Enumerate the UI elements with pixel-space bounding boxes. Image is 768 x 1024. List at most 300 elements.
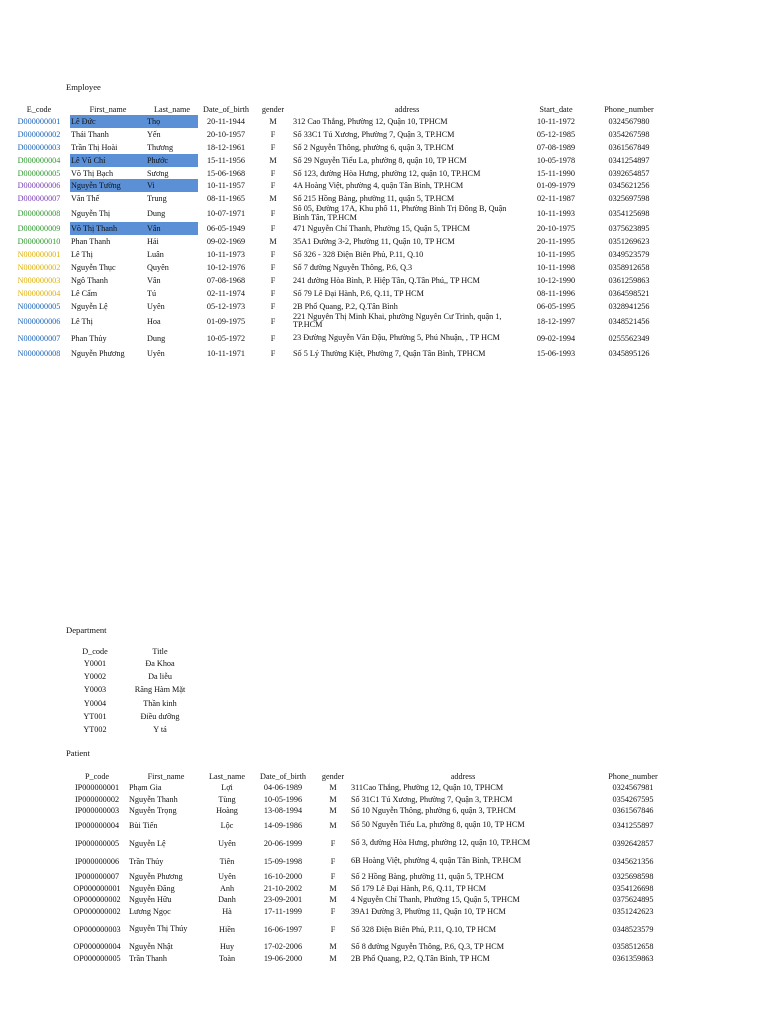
employee-last-cell: Tú: [147, 288, 157, 298]
employee-last-cell: Yến: [147, 129, 161, 139]
employee-dob-cell: 08-11-1965: [207, 194, 245, 204]
employee-code-cell: D000000004: [17, 155, 61, 165]
employee-code-cell: D000000003: [17, 142, 61, 152]
column-header: gender: [321, 771, 345, 781]
employee-row: [8, 205, 668, 222]
employee-start-cell: 10-11-1995: [537, 250, 575, 260]
patient-address-cell: Số 50 Nguyễn Tiểu La, phường 8, quận 10, TP HCM: [351, 820, 525, 830]
employee-row: [8, 248, 668, 261]
patient-dob-cell: 04-06-1989: [263, 783, 303, 793]
patient-gender-cell: M: [329, 806, 337, 816]
patient-last-cell: Danh: [218, 895, 236, 905]
employee-start-cell: 05-12-1985: [536, 129, 576, 139]
employee-code-cell: N000000005: [17, 301, 61, 311]
patient-dob-cell: 17-02-2006: [263, 942, 303, 952]
patient-address-cell: 39A1 Đường 3, Phường 11, Quận 10, TP HCM: [351, 906, 506, 916]
patient-code-cell: OP000000002: [73, 895, 121, 905]
patient-first-cell: Trần Thủy: [129, 857, 164, 867]
patient-dob-cell: 13-08-1994: [263, 806, 303, 816]
employee-gender-cell: F: [270, 224, 276, 234]
employee-last-cell: Sương: [147, 168, 169, 178]
employee-first-cell: Trần Thị Hoài: [71, 142, 118, 152]
employee-code-cell: N000000003: [17, 275, 61, 285]
patient-address-cell: Số 179 Lê Đại Hành, P.6, Q.11, TP HCM: [351, 883, 487, 893]
patient-table: [66, 770, 690, 964]
department-code-cell: Y0002: [83, 672, 107, 682]
department-row: [70, 710, 200, 723]
department-title-cell: Điều dưỡng: [140, 711, 180, 721]
patient-phone-cell: 0392642857: [612, 839, 654, 849]
patient-phone-cell: 0351242623: [612, 906, 654, 916]
column-header: Date_of_birth: [203, 104, 249, 114]
patient-row: [66, 894, 690, 906]
employee-gender-cell: F: [270, 301, 276, 311]
patient-last-cell: Tiên: [219, 857, 235, 867]
employee-address-cell: 241 đường Hòa Bình, P. Hiệp Tân, Q.Tân Phú,, TP HCM: [293, 275, 480, 285]
employee-address-cell: 471 Nguyễn Chí Thanh, Phường 15, Quận 5, TPHCM: [293, 224, 470, 234]
department-row: [70, 683, 200, 696]
employee-code-cell: D000000002: [17, 129, 61, 139]
department-row: [70, 723, 200, 736]
patient-row: [66, 817, 690, 835]
column-header: Phone_number: [604, 104, 654, 114]
employee-dob-cell: 15-06-1968: [206, 168, 246, 178]
employee-start-cell: 20-10-1975: [536, 224, 576, 234]
patient-row: [66, 871, 690, 883]
employee-dob-cell: 20-10-1957: [206, 129, 246, 139]
column-header: First_name: [89, 104, 127, 114]
column-header: Date_of_birth: [260, 771, 306, 781]
employee-gender-cell: F: [270, 181, 276, 191]
employee-row: [8, 192, 668, 205]
patient-gender-cell: M: [329, 883, 337, 893]
employee-row: [8, 179, 668, 192]
employee-phone-cell: 0341254897: [608, 155, 650, 165]
patient-code-cell: IP000000003: [74, 806, 120, 816]
employee-phone-cell: 0358912658: [608, 263, 650, 273]
patient-first-cell: Lương Ngọc: [129, 906, 171, 916]
patient-last-cell: Uyên: [218, 839, 236, 849]
employee-address-cell: 4A Hoàng Việt, phường 4, quận Tân Bình, TP.HCM: [293, 181, 464, 191]
employee-first-cell: Nguyễn Thị: [71, 209, 111, 219]
patient-phone-cell: 0354267595: [612, 794, 654, 804]
employee-dob-cell: 01-09-1975: [206, 316, 246, 326]
department-section-title: Department: [66, 625, 107, 635]
patient-dob-cell: 19-06-2000: [263, 954, 303, 964]
employee-start-cell: 18-12-1997: [536, 316, 576, 326]
patient-gender-cell: F: [330, 857, 336, 867]
employee-last-cell: Luân: [147, 250, 164, 260]
employee-first-cell: Lê Thị: [71, 316, 93, 326]
employee-phone-cell: 0345895126: [608, 348, 650, 358]
patient-address-cell: 2B Phổ Quang, P.2, Q.Tân Bình, TP HCM: [351, 954, 490, 964]
employee-phone-cell: 0345621256: [608, 181, 650, 191]
patient-row: [66, 882, 690, 894]
patient-first-cell: Nguyễn Lệ: [129, 839, 166, 849]
patient-code-cell: IP000000005: [74, 839, 120, 849]
department-title-cell: Y tá: [153, 725, 167, 735]
patient-code-cell: IP000000002: [74, 794, 120, 804]
employee-code-cell: D000000008: [17, 209, 61, 219]
employee-row: [8, 141, 668, 154]
patient-row: [66, 853, 690, 871]
department-title-cell: Đa Khoa: [145, 659, 175, 669]
patient-code-cell: OP000000003: [73, 924, 121, 934]
employee-start-cell: 08-11-1996: [537, 288, 575, 298]
department-title-cell: Da liễu: [148, 672, 172, 682]
patient-gender-cell: M: [329, 783, 337, 793]
patient-header-row: [66, 770, 690, 782]
patient-first-cell: Nguyễn Thanh: [129, 794, 178, 804]
column-header: address: [450, 771, 476, 781]
employee-address-cell: Số 2 Nguyễn Thông, phường 6, quận 3, TP.HCM: [293, 142, 454, 152]
patient-phone-cell: 0354126698: [612, 883, 654, 893]
employee-first-cell: Võ Thị Bạch: [71, 168, 114, 178]
employee-start-cell: 10-11-1972: [537, 116, 575, 126]
patient-gender-cell: M: [329, 821, 337, 831]
patient-dob-cell: 16-10-2000: [263, 872, 303, 882]
employee-first-cell: Nguyễn Lệ: [71, 301, 108, 311]
patient-address-cell: Số 8 đường Nguyễn Thông, P.6, Q.3, TP HCM: [351, 942, 505, 952]
employee-address-cell: Số 05, Đường 17A, Khu phố 11, Phường Bình Trị Đông B, Quận Bình Tân, TP.HCM: [293, 205, 507, 222]
employee-start-cell: 07-08-1989: [536, 142, 576, 152]
employee-row: [8, 274, 668, 287]
employee-last-cell: Vân: [146, 222, 198, 235]
patient-code-cell: OP000000002: [73, 906, 121, 916]
patient-gender-cell: F: [330, 906, 336, 916]
employee-address-cell: Số 215 Hồng Bàng, phường 11, quận 5, TP.HCM: [293, 194, 455, 204]
patient-first-cell: Nguyễn Phương: [129, 872, 183, 882]
employee-address-cell: 312 Cao Thắng, Phường 12, Quận 10, TPHCM: [293, 116, 448, 126]
patient-dob-cell: 17-11-1999: [264, 906, 302, 916]
employee-gender-cell: F: [270, 209, 276, 219]
patient-code-cell: IP000000006: [74, 857, 120, 867]
patient-code-cell: OP000000004: [73, 942, 121, 952]
employee-code-cell: N000000006: [17, 316, 61, 326]
patient-last-cell: Tùng: [218, 794, 236, 804]
employee-row: [8, 313, 668, 330]
patient-row: [66, 941, 690, 953]
employee-row: [8, 154, 668, 167]
employee-gender-cell: M: [269, 155, 277, 165]
employee-gender-cell: F: [270, 275, 276, 285]
employee-code-cell: N000000008: [17, 348, 61, 358]
employee-row: [8, 115, 668, 128]
column-header: Phone_number: [608, 771, 658, 781]
patient-last-cell: Hiền: [219, 924, 235, 934]
patient-address-cell: Số 3, đường Hòa Hưng, phường 12, quận 10, TP.HCM: [351, 838, 531, 848]
department-row: [70, 697, 200, 710]
patient-first-cell: Nguyễn Trọng: [129, 806, 177, 816]
employee-gender-cell: F: [270, 168, 276, 178]
employee-address-cell: 221 Nguyễn Thị Minh Khai, phường Nguyễn Cư Trinh, quận 1, TP.HCM: [293, 312, 502, 330]
column-header: Title: [152, 646, 168, 656]
patient-last-cell: Toàn: [218, 954, 236, 964]
employee-start-cell: 10-11-1993: [537, 209, 575, 219]
patient-last-cell: Hà: [222, 906, 232, 916]
employee-first-cell: Võ Thị Thanh: [70, 222, 146, 235]
employee-row: [8, 235, 668, 248]
patient-phone-cell: 0361567846: [612, 806, 654, 816]
column-header: address: [394, 104, 420, 114]
employee-dob-cell: 02-11-1974: [207, 288, 245, 298]
employee-dob-cell: 20-11-1944: [207, 116, 245, 126]
employee-dob-cell: 07-08-1968: [206, 275, 246, 285]
column-header: P_code: [84, 771, 110, 781]
employee-section-title: Employee: [66, 82, 101, 92]
employee-last-cell: Thương: [147, 142, 174, 152]
employee-last-cell: Uyên: [147, 301, 165, 311]
employee-gender-cell: M: [269, 194, 277, 204]
patient-gender-cell: M: [329, 942, 337, 952]
patient-phone-cell: 0375624895: [612, 895, 654, 905]
employee-header-row: [8, 103, 668, 115]
employee-row: [8, 347, 668, 360]
patient-code-cell: OP000000001: [73, 883, 121, 893]
patient-code-cell: IP000000007: [74, 872, 120, 882]
patient-phone-cell: 0324567981: [612, 783, 654, 793]
employee-phone-cell: 0375623895: [608, 224, 650, 234]
employee-gender-cell: F: [270, 250, 276, 260]
employee-gender-cell: F: [270, 263, 276, 273]
employee-address-cell: Số 79 Lê Đại Hành, P.6, Q.11, TP HCM: [293, 288, 424, 298]
employee-phone-cell: 0325697598: [608, 194, 650, 204]
patient-last-cell: Lộc: [220, 821, 234, 831]
patient-first-cell: Nguyễn Hữu: [129, 895, 172, 905]
employee-row: [8, 167, 668, 180]
patient-dob-cell: 23-09-2001: [263, 895, 303, 905]
employee-last-cell: Trung: [147, 194, 167, 204]
employee-gender-cell: F: [270, 288, 276, 298]
employee-code-cell: D000000007: [17, 194, 61, 204]
patient-phone-cell: 0361359863: [612, 954, 654, 964]
employee-code-cell: N000000001: [17, 250, 61, 260]
patient-code-cell: IP000000001: [74, 783, 120, 793]
employee-phone-cell: 0354267598: [608, 129, 650, 139]
department-code-cell: Y0003: [83, 685, 107, 695]
employee-dob-cell: 10-11-1971: [207, 348, 245, 358]
employee-dob-cell: 10-11-1973: [207, 250, 245, 260]
employee-dob-cell: 10-11-1957: [207, 181, 245, 191]
patient-first-cell: Nguyễn Nhật: [129, 942, 173, 952]
patient-dob-cell: 14-09-1986: [263, 821, 303, 831]
patient-dob-cell: 20-06-1999: [263, 839, 303, 849]
patient-dob-cell: 10-05-1996: [263, 794, 303, 804]
employee-first-cell: Văn Thế: [71, 194, 100, 204]
employee-phone-cell: 0364598521: [608, 288, 650, 298]
employee-start-cell: 10-11-1998: [537, 263, 575, 273]
employee-address-cell: Số 33C1 Tú Xương, Phường 7, Quận 3, TP.HCM: [293, 129, 455, 139]
department-title-cell: Răng Hàm Mặt: [134, 685, 186, 695]
employee-start-cell: 10-12-1990: [536, 275, 576, 285]
patient-last-cell: Hoàng: [216, 806, 238, 816]
employee-phone-cell: 0255562349: [608, 333, 650, 343]
employee-phone-cell: 0349523579: [608, 250, 650, 260]
employee-table: [8, 103, 668, 360]
employee-dob-cell: 10-05-1972: [206, 333, 246, 343]
employee-start-cell: 20-11-1995: [537, 237, 575, 247]
employee-row: [8, 300, 668, 313]
employee-dob-cell: 05-12-1973: [206, 301, 246, 311]
patient-first-cell: Nguyễn Thị Thúy: [129, 923, 188, 933]
employee-last-cell: Vân: [147, 275, 161, 285]
employee-address-cell: Số 326 - 328 Điện Biên Phủ, P.11, Q.10: [293, 250, 424, 260]
employee-code-cell: D000000005: [17, 168, 61, 178]
patient-first-cell: Trần Thanh: [129, 954, 167, 964]
employee-last-cell: Vi: [146, 179, 198, 192]
employee-last-cell: Phước: [146, 154, 198, 167]
patient-row: [66, 805, 690, 817]
employee-gender-cell: F: [270, 333, 276, 343]
patient-last-cell: Anh: [219, 883, 235, 893]
employee-last-cell: Dung: [147, 209, 166, 219]
employee-first-cell: Nguyễn Tường: [70, 179, 146, 192]
employee-dob-cell: 18-12-1961: [206, 142, 246, 152]
patient-gender-cell: F: [330, 839, 336, 849]
employee-row: [8, 330, 668, 347]
patient-row: [66, 906, 690, 918]
employee-phone-cell: 0354125698: [608, 209, 650, 219]
patient-address-cell: Số 328 Điện Biên Phủ, P.11, Q.10, TP HCM: [351, 924, 497, 934]
employee-start-cell: 15-06-1993: [536, 348, 576, 358]
employee-first-cell: Phan Thủy: [71, 333, 107, 343]
column-header: First_name: [147, 771, 185, 781]
patient-last-cell: Uyên: [218, 872, 236, 882]
employee-last-cell: Thọ: [146, 115, 198, 128]
employee-first-cell: Lê Đức: [70, 115, 146, 128]
employee-first-cell: Lê Thị: [71, 250, 93, 260]
patient-gender-cell: M: [329, 794, 337, 804]
employee-gender-cell: F: [270, 142, 276, 152]
employee-first-cell: Lê Cẩm: [71, 288, 98, 298]
employee-start-cell: 09-02-1994: [536, 333, 576, 343]
employee-gender-cell: M: [269, 237, 277, 247]
employee-last-cell: Hoa: [147, 316, 161, 326]
employee-code-cell: N000000007: [17, 333, 61, 343]
column-header: E_code: [26, 104, 52, 114]
department-code-cell: YT002: [83, 725, 107, 735]
employee-row: [8, 222, 668, 235]
employee-phone-cell: 0351269623: [608, 237, 650, 247]
patient-code-cell: OP000000005: [73, 954, 121, 964]
column-header: D_code: [82, 646, 108, 656]
patient-gender-cell: F: [330, 872, 336, 882]
department-code-cell: Y0001: [83, 659, 107, 669]
department-table: [70, 645, 200, 736]
patient-dob-cell: 16-06-1997: [263, 924, 303, 934]
patient-code-cell: IP000000004: [74, 821, 120, 831]
patient-address-cell: 6B Hoàng Việt, phường 4, quận Tân Bình, TP.HCM: [351, 856, 522, 866]
patient-last-cell: Lợi: [221, 783, 233, 793]
patient-row: [66, 953, 690, 965]
patient-phone-cell: 0358512658: [612, 942, 654, 952]
employee-address-cell: 23 Đường Nguyễn Văn Đậu, Phường 5, Phú Nhuận, , TP HCM: [293, 333, 500, 343]
department-header-row: [70, 645, 200, 657]
employee-gender-cell: M: [269, 116, 277, 126]
employee-last-cell: Dung: [147, 333, 166, 343]
department-title-cell: Thần kinh: [143, 698, 177, 708]
employee-dob-cell: 10-12-1976: [206, 263, 246, 273]
employee-first-cell: Thái Thanh: [71, 129, 109, 139]
patient-first-cell: Bùi Tiến: [129, 821, 158, 831]
patient-phone-cell: 0348523579: [612, 924, 654, 934]
column-header: Last_name: [154, 104, 190, 114]
employee-code-cell: D000000006: [17, 181, 61, 191]
employee-start-cell: 10-05-1978: [536, 155, 576, 165]
employee-address-cell: Số 7 đường Nguyễn Thông, P.6, Q.3: [293, 263, 413, 273]
employee-first-cell: Nguyễn Thục: [71, 263, 116, 273]
employee-dob-cell: 10-07-1971: [206, 209, 246, 219]
employee-address-cell: Số 5 Lý Thường Kiệt, Phường 7, Quận Tân Bình, TPHCM: [293, 348, 486, 358]
employee-code-cell: D000000010: [17, 237, 61, 247]
employee-address-cell: 35A1 Đường 3-2, Phường 11, Quận 10, TP HCM: [293, 237, 455, 247]
patient-address-cell: Số 2 Hồng Bàng, phường 11, quận 5, TP.HCM: [351, 872, 504, 882]
employee-start-cell: 01-09-1979: [536, 181, 576, 191]
employee-row: [8, 287, 668, 300]
employee-phone-cell: 0328941256: [608, 301, 650, 311]
employee-first-cell: Ngô Thanh: [71, 275, 108, 285]
patient-row: [66, 835, 690, 853]
employee-gender-cell: F: [270, 348, 276, 358]
patient-first-cell: Phạm Gia: [129, 783, 162, 793]
employee-code-cell: N000000002: [17, 263, 61, 273]
patient-phone-cell: 0325698598: [612, 872, 654, 882]
employee-start-cell: 15-11-1990: [537, 168, 575, 178]
patient-address-cell: Số 10 Nguyễn Thông, phường 6, quận 3, TP.HCM: [351, 806, 516, 816]
employee-start-cell: 06-05-1995: [536, 301, 576, 311]
patient-last-cell: Huy: [219, 942, 235, 952]
employee-address-cell: Số 29 Nguyễn Tiểu La, phường 8, quận 10, TP HCM: [293, 155, 467, 165]
column-header: gender: [261, 104, 285, 114]
patient-phone-cell: 0341255897: [612, 821, 654, 831]
patient-row: [66, 794, 690, 806]
employee-first-cell: Nguyễn Phương: [71, 348, 125, 358]
department-code-cell: Y0004: [83, 698, 107, 708]
patient-first-cell: Nguyễn Đăng: [129, 883, 175, 893]
employee-address-cell: 2B Phổ Quang, P.2, Q.Tân Bình: [293, 301, 398, 311]
department-row: [70, 670, 200, 683]
patient-gender-cell: F: [330, 924, 336, 934]
patient-dob-cell: 15-09-1998: [263, 857, 303, 867]
department-row: [70, 657, 200, 670]
employee-dob-cell: 15-11-1956: [207, 155, 245, 165]
department-code-cell: YT001: [83, 711, 107, 721]
employee-dob-cell: 09-02-1969: [206, 237, 246, 247]
employee-last-cell: Quyên: [147, 263, 169, 273]
patient-row: [66, 917, 690, 941]
patient-address-cell: 311Cao Thắng, Phường 12, Quận 10, TPHCM: [351, 783, 504, 793]
patient-row: [66, 782, 690, 794]
employee-address-cell: Số 123, đường Hòa Hưng, phường 12, quận 10, TP.HCM: [293, 168, 481, 178]
employee-phone-cell: 0392654857: [608, 168, 650, 178]
employee-last-cell: Hải: [147, 237, 159, 247]
patient-dob-cell: 21-10-2002: [263, 883, 303, 893]
employee-gender-cell: F: [270, 129, 276, 139]
employee-phone-cell: 0348521456: [608, 316, 650, 326]
employee-gender-cell: F: [270, 316, 276, 326]
column-header: Start_date: [539, 104, 573, 114]
employee-row: [8, 261, 668, 274]
employee-first-cell: Lê Vũ Chí: [70, 154, 146, 167]
patient-phone-cell: 0345621356: [612, 857, 654, 867]
patient-section-title: Patient: [66, 748, 90, 758]
employee-phone-cell: 0324567980: [608, 116, 650, 126]
patient-gender-cell: M: [329, 954, 337, 964]
employee-code-cell: D000000009: [17, 224, 61, 234]
employee-first-cell: Phan Thanh: [71, 237, 111, 247]
employee-code-cell: D000000001: [17, 116, 61, 126]
employee-row: [8, 128, 668, 141]
